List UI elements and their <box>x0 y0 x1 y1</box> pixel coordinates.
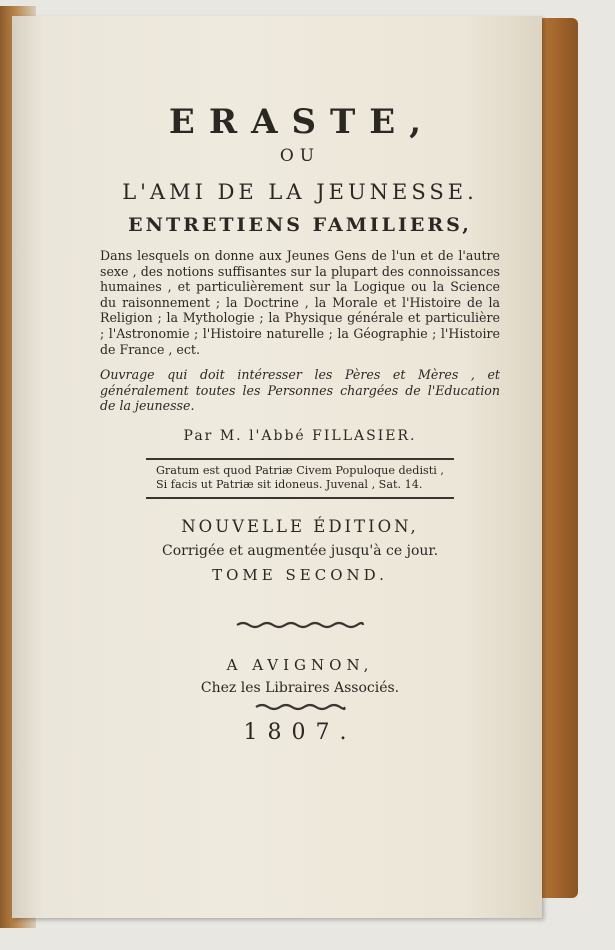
book-subtitle: L'AMI DE LA JEUNESSE. <box>122 180 478 204</box>
book-author: Par M. l'Abbé FILLASIER. <box>183 427 417 444</box>
epigraph-line: Gratum est quod Patriæ Civem Populoque dedisti , <box>156 463 444 477</box>
book-title: ERASTE, <box>168 102 436 142</box>
epigraph-line: Si facis ut Patriæ sit idoneus. Juvenal , Sat. 14. <box>156 477 423 491</box>
imprint-publisher: Chez les Libraires Associés. <box>200 679 400 696</box>
title-page <box>12 16 542 918</box>
epigraph-box <box>146 458 454 499</box>
fleuron-rule-icon <box>254 702 346 712</box>
book-ouvrage-note: Ouvrage qui doit intéresser les Pères et Mères , et généralement toutes les Personnes chargées de l'Education de la jeunesse. <box>100 367 500 414</box>
imprint-place: A AVIGNON, <box>226 655 374 674</box>
imprint-year: 1807. <box>243 719 357 745</box>
title-page-text <box>100 102 500 745</box>
book-description: Dans lesquels on donne aux Jeunes Gens de l'un et de l'autre sexe , des notions suffisantes sur la plupart des connoissances humaines , et particulièrement sur la Logique ou la Science du raisonnement ; la Doctrine , la Morale et l'Histoire de la Religion ; la Mythologie ; la Physique générale et particulière ; l'Astronomie ; l'Histoire naturelle ; la Géographie ; l'Histoire de France , ect. <box>100 248 500 357</box>
edition-note: Corrigée et augmentée jusqu'à ce jour. <box>161 542 439 559</box>
book-heading: ENTRETIENS FAMILIERS, <box>128 214 472 236</box>
edition-label: NOUVELLE ÉDITION, <box>181 516 419 536</box>
title-conjunction: OU <box>279 146 321 166</box>
fleuron-rule-icon <box>235 620 365 630</box>
volume-label: TOME SECOND. <box>212 565 388 584</box>
